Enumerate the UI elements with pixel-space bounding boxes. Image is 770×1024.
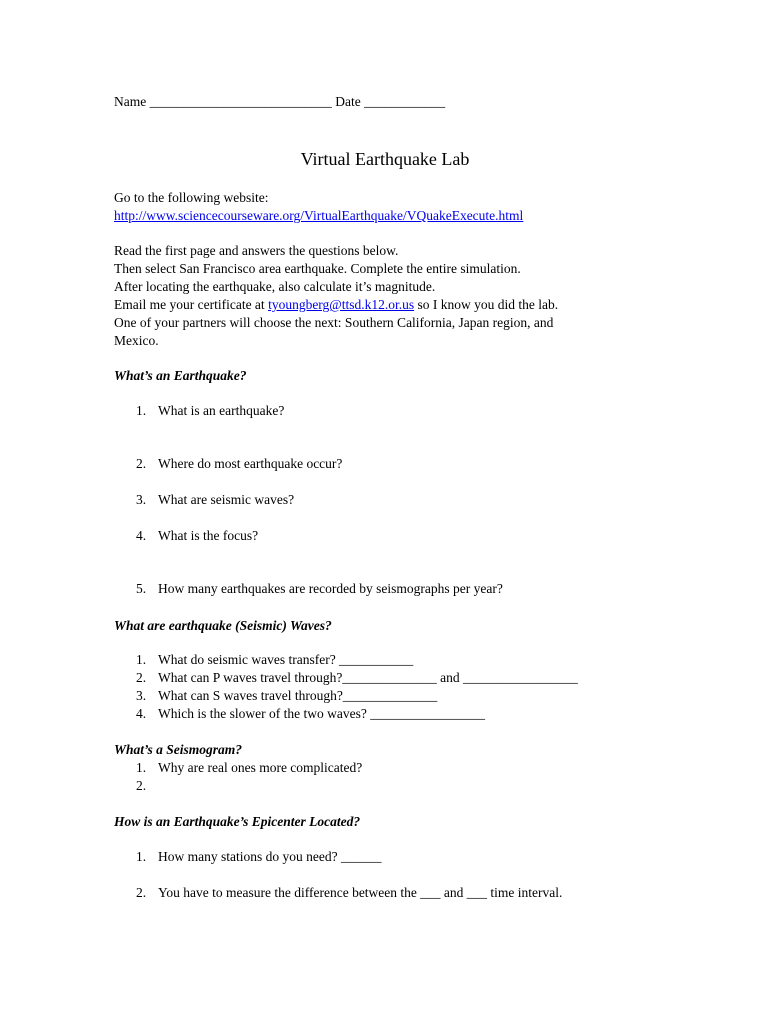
question-item xyxy=(136,778,158,794)
question-number: 3. xyxy=(136,688,147,703)
question-number: 5. xyxy=(136,581,147,596)
question-number: 1. xyxy=(136,652,147,667)
email-suffix: so I know you did the lab. xyxy=(414,297,559,312)
question-text: What can S waves travel through?______________ xyxy=(158,688,438,703)
section-heading-earthquake: What’s an Earthquake? xyxy=(114,368,247,383)
question-text: Why are real ones more complicated? xyxy=(158,760,363,775)
question-text: What is an earthquake? xyxy=(158,403,285,418)
email-prefix: Email me your certificate at xyxy=(114,297,269,312)
question-number: 1. xyxy=(136,760,147,775)
question-number: 2. xyxy=(136,670,147,685)
question-number: 4. xyxy=(136,706,147,721)
intro-block xyxy=(114,189,523,225)
page-title: Virtual Earthquake Lab xyxy=(300,149,470,169)
question-text: How many stations do you need? ______ xyxy=(158,849,382,864)
question-text: What can P waves travel through?______________ and _________________ xyxy=(158,670,578,685)
instruction-line-2: Then select San Francisco area earthquake. Complete the entire simulation. xyxy=(114,261,521,276)
instruction-line-1: Read the first page and answers the questions below. xyxy=(114,243,399,258)
question-number: 4. xyxy=(136,528,147,543)
question-number: 1. xyxy=(136,849,147,864)
question-text: What are seismic waves? xyxy=(158,492,295,507)
question-text: Where do most earthquake occur? xyxy=(158,456,343,471)
question-number: 3. xyxy=(136,492,147,507)
question-text: You have to measure the difference between the ___ and ___ time interval. xyxy=(158,885,563,900)
question-number: 2. xyxy=(136,456,147,471)
instruction-line-5: One of your partners will choose the next: Southern California, Japan region, and xyxy=(114,315,554,330)
question-item xyxy=(136,706,485,722)
question-item xyxy=(136,456,342,472)
question-item xyxy=(136,760,362,776)
question-item xyxy=(136,581,503,597)
question-item xyxy=(136,652,413,668)
question-text: How many earthquakes are recorded by seismographs per year? xyxy=(158,581,503,596)
section-heading-seismic-waves: What are earthquake (Seismic) Waves? xyxy=(114,618,332,633)
question-item xyxy=(136,849,381,865)
question-text: What do seismic waves transfer? ___________ xyxy=(158,652,414,667)
question-item xyxy=(136,688,437,704)
instruction-line-4 xyxy=(114,296,634,314)
website-link[interactable]: http://www.sciencecourseware.org/VirtualEarthquake/VQuakeExecute.html xyxy=(114,208,524,223)
question-number: 2. xyxy=(136,778,147,793)
instruction-line-3: After locating the earthquake, also calculate it’s magnitude. xyxy=(114,279,436,294)
question-item xyxy=(136,403,284,419)
section-heading-epicenter: How is an Earthquake’s Epicenter Located? xyxy=(114,814,361,829)
question-item xyxy=(136,528,258,544)
question-number: 2. xyxy=(136,885,147,900)
section-heading-seismogram: What’s a Seismogram? xyxy=(114,742,243,757)
question-item xyxy=(136,492,294,508)
question-text: Which is the slower of the two waves? _________________ xyxy=(158,706,485,721)
question-item xyxy=(136,670,578,686)
question-number: 1. xyxy=(136,403,147,418)
question-item xyxy=(136,885,562,901)
instruction-line-6: Mexico. xyxy=(114,333,159,348)
name-date-line: Name ___________________________ Date ____________ xyxy=(114,94,446,109)
intro-text: Go to the following website: xyxy=(114,190,269,205)
question-text: What is the focus? xyxy=(158,528,259,543)
email-link[interactable]: tyoungberg@ttsd.k12.or.us xyxy=(268,297,415,312)
instructions-block xyxy=(114,242,634,350)
